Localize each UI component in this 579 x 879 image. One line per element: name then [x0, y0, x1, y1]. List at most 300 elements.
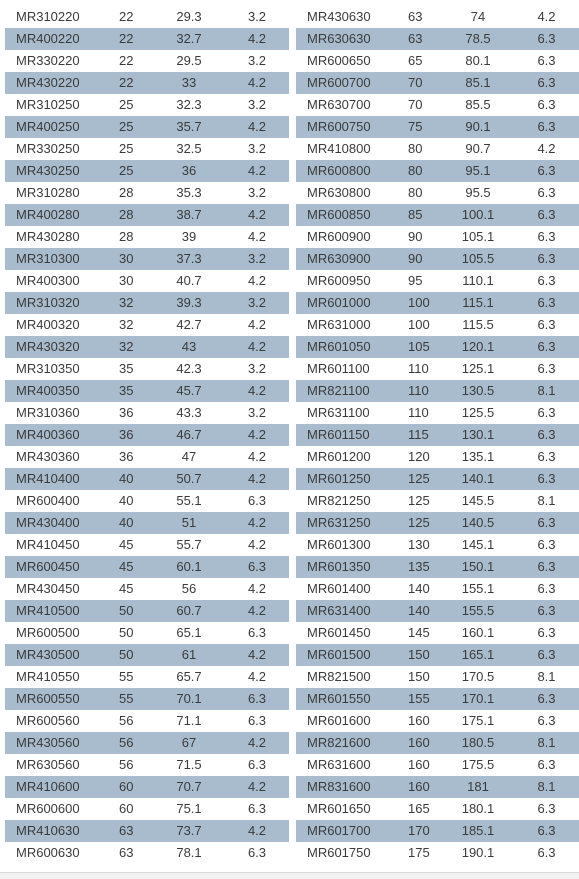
outer-cell: 115.1	[442, 292, 514, 314]
thickness-cell: 3.2	[225, 292, 289, 314]
thickness-cell: 6.3	[537, 185, 556, 200]
table-row	[5, 490, 289, 512]
thickness-cell: 4.2	[247, 273, 267, 288]
size-cell: 70	[390, 72, 442, 94]
table-row	[296, 490, 579, 512]
size-cell: 140	[390, 600, 442, 622]
thickness-cell: 6.3	[514, 336, 579, 358]
thickness-cell: 6.3	[514, 820, 579, 842]
model-cell: MR400300	[16, 273, 80, 288]
outer-cell: 33	[153, 72, 225, 94]
model-cell: MR601400	[307, 581, 371, 596]
size-cell: 145	[408, 625, 430, 640]
table-row	[5, 578, 289, 600]
model-cell: MR600950	[307, 273, 371, 288]
size-cell: 60	[119, 801, 134, 816]
left-table-body	[5, 6, 289, 864]
thickness-cell: 8.1	[537, 669, 556, 684]
size-cell: 140	[408, 581, 430, 596]
thickness-cell: 3.2	[247, 53, 267, 68]
table-row	[296, 688, 579, 710]
outer-cell: 78.1	[176, 845, 202, 860]
size-cell: 32	[119, 317, 134, 332]
table-row	[5, 754, 289, 776]
size-cell: 63	[119, 845, 134, 860]
model-cell: MR410550	[16, 669, 80, 684]
size-cell: 22	[119, 53, 134, 68]
thickness-cell: 6.3	[537, 53, 556, 68]
thickness-cell: 6.3	[537, 845, 556, 860]
thickness-cell: 3.2	[247, 361, 267, 376]
outer-cell: 175.5	[461, 757, 495, 772]
thickness-cell: 6.3	[537, 317, 556, 332]
size-cell: 120	[408, 449, 430, 464]
outer-cell: 56	[181, 581, 197, 596]
size-cell: 40	[101, 512, 153, 534]
size-cell: 30	[101, 248, 153, 270]
size-cell: 40	[101, 468, 153, 490]
model-cell: MR430630	[307, 9, 371, 24]
table-row	[5, 358, 289, 380]
thickness-cell: 6.3	[537, 625, 556, 640]
model-cell: MR631600	[307, 757, 371, 772]
table-row	[296, 50, 579, 72]
thickness-cell: 4.2	[247, 669, 267, 684]
size-cell: 63	[390, 28, 442, 50]
size-cell: 125	[390, 468, 442, 490]
outer-cell: 95.5	[465, 185, 491, 200]
size-cell: 45	[119, 537, 134, 552]
thickness-cell: 4.2	[247, 449, 267, 464]
outer-cell: 71.5	[176, 757, 202, 772]
model-cell: MR430250	[5, 160, 101, 182]
table-row	[296, 468, 579, 490]
model-cell: MR400360	[5, 424, 101, 446]
thickness-cell: 4.2	[247, 317, 267, 332]
thickness-cell: 6.3	[225, 688, 289, 710]
model-cell: MR601300	[307, 537, 371, 552]
table-row	[296, 732, 579, 754]
model-cell: MR631400	[296, 600, 390, 622]
size-cell: 45	[119, 581, 134, 596]
model-cell: MR410630	[5, 820, 101, 842]
outer-cell: 35.7	[153, 116, 225, 138]
size-cell: 25	[101, 160, 153, 182]
table-row	[296, 820, 579, 842]
model-cell: MR430280	[16, 229, 80, 244]
thickness-cell: 4.2	[537, 9, 556, 24]
table-row	[296, 402, 579, 424]
size-cell: 50	[119, 625, 134, 640]
thickness-cell: 4.2	[247, 581, 267, 596]
table-row	[296, 358, 579, 380]
table-row	[5, 600, 289, 622]
size-cell: 95	[408, 273, 423, 288]
outer-cell: 71.1	[176, 713, 202, 728]
model-cell: MR601600	[307, 713, 371, 728]
thickness-cell: 4.2	[225, 72, 289, 94]
thickness-cell: 6.3	[514, 72, 579, 94]
model-cell: MR330220	[16, 53, 80, 68]
thickness-cell: 4.2	[225, 468, 289, 490]
outer-cell: 55.1	[176, 493, 202, 508]
table-row	[5, 336, 289, 358]
table-row	[296, 710, 579, 732]
model-cell: MR400280	[5, 204, 101, 226]
model-cell: MR631000	[307, 317, 371, 332]
table-row	[296, 754, 579, 776]
size-cell: 70	[408, 97, 423, 112]
outer-cell: 38.7	[153, 204, 225, 226]
outer-cell: 43.3	[176, 405, 202, 420]
table-row	[5, 556, 289, 578]
size-cell: 60	[101, 776, 153, 798]
thickness-cell: 4.2	[247, 229, 267, 244]
size-cell: 28	[119, 229, 134, 244]
outer-cell: 29.3	[176, 9, 202, 24]
table-row	[296, 424, 579, 446]
size-cell: 36	[101, 424, 153, 446]
outer-cell: 130.1	[442, 424, 514, 446]
outer-cell: 140.1	[442, 468, 514, 490]
table-row	[5, 314, 289, 336]
thickness-cell: 6.3	[247, 625, 267, 640]
outer-cell: 181	[442, 776, 514, 798]
outer-cell: 90.7	[465, 141, 491, 156]
size-cell: 170	[390, 820, 442, 842]
table-row	[5, 688, 289, 710]
model-cell: MR430220	[5, 72, 101, 94]
size-cell: 100	[408, 317, 430, 332]
table-row	[296, 270, 579, 292]
size-cell: 35	[101, 380, 153, 402]
table-row	[296, 72, 579, 94]
table-row	[5, 94, 289, 116]
table-row	[296, 314, 579, 336]
size-cell: 65	[408, 53, 423, 68]
table-row	[5, 50, 289, 72]
size-cell: 22	[101, 28, 153, 50]
size-cell: 32	[101, 292, 153, 314]
outer-cell: 60.1	[153, 556, 225, 578]
table-row	[5, 116, 289, 138]
model-cell: MR430500	[5, 644, 101, 666]
outer-cell: 160.1	[461, 625, 495, 640]
outer-cell: 90.1	[442, 116, 514, 138]
size-cell: 50	[101, 644, 153, 666]
size-cell: 22	[101, 72, 153, 94]
right-spec-table	[296, 6, 579, 864]
size-cell: 90	[408, 229, 423, 244]
table-row	[296, 116, 579, 138]
model-cell: MR600900	[307, 229, 371, 244]
size-cell: 55	[101, 688, 153, 710]
outer-cell: 115.5	[462, 317, 494, 332]
size-cell: 155	[390, 688, 442, 710]
outer-cell: 75.1	[176, 801, 202, 816]
outer-cell: 47	[181, 449, 197, 464]
table-row	[5, 644, 289, 666]
table-row	[296, 446, 579, 468]
table-row	[296, 204, 579, 226]
thickness-cell: 6.3	[514, 292, 579, 314]
size-cell: 150	[390, 644, 442, 666]
table-row	[5, 160, 289, 182]
table-row	[296, 776, 579, 798]
size-cell: 160	[408, 713, 430, 728]
outer-cell: 60.7	[153, 600, 225, 622]
model-cell: MR310300	[5, 248, 101, 270]
size-cell: 36	[119, 405, 134, 420]
table-row	[5, 182, 289, 204]
table-row	[5, 270, 289, 292]
model-cell: MR310320	[5, 292, 101, 314]
outer-cell: 165.1	[442, 644, 514, 666]
model-cell: MR430320	[5, 336, 101, 358]
table-row	[296, 666, 579, 688]
table-row	[5, 732, 289, 754]
outer-cell: 39.3	[153, 292, 225, 314]
table-row	[5, 512, 289, 534]
model-cell: MR630630	[296, 28, 390, 50]
size-cell: 63	[408, 9, 423, 24]
size-cell: 25	[101, 116, 153, 138]
outer-cell: 170.1	[442, 688, 514, 710]
table-row	[5, 292, 289, 314]
table-row	[5, 138, 289, 160]
size-cell: 36	[119, 449, 134, 464]
model-cell: MR600750	[296, 116, 390, 138]
table-row	[296, 600, 579, 622]
size-cell: 28	[101, 204, 153, 226]
outer-cell: 61	[153, 644, 225, 666]
table-row	[5, 534, 289, 556]
size-cell: 160	[390, 732, 442, 754]
outer-cell: 175.1	[461, 713, 495, 728]
thickness-cell: 6.3	[514, 204, 579, 226]
thickness-cell: 4.2	[225, 424, 289, 446]
table-row	[296, 248, 579, 270]
size-cell: 22	[119, 9, 134, 24]
size-cell: 150	[408, 669, 430, 684]
table-row	[5, 402, 289, 424]
size-cell: 25	[119, 141, 134, 156]
outer-cell: 43	[153, 336, 225, 358]
thickness-cell: 6.3	[247, 493, 267, 508]
table-row	[5, 468, 289, 490]
outer-cell: 29.5	[176, 53, 202, 68]
thickness-cell: 6.3	[537, 273, 556, 288]
table-row	[5, 424, 289, 446]
size-cell: 55	[119, 669, 134, 684]
outer-cell: 190.1	[461, 845, 495, 860]
thickness-cell: 3.2	[247, 9, 267, 24]
table-row	[5, 666, 289, 688]
thickness-cell: 6.3	[514, 512, 579, 534]
table-row	[5, 446, 289, 468]
table-row	[5, 842, 289, 864]
model-cell: MR310220	[16, 9, 80, 24]
thickness-cell: 6.3	[247, 801, 267, 816]
size-cell: 50	[101, 600, 153, 622]
thickness-cell: 4.2	[225, 116, 289, 138]
model-cell: MR631250	[296, 512, 390, 534]
outer-cell: 73.7	[153, 820, 225, 842]
thickness-cell: 8.1	[514, 732, 579, 754]
thickness-cell: 4.2	[225, 204, 289, 226]
outer-cell: 67	[153, 732, 225, 754]
size-cell: 45	[101, 556, 153, 578]
model-cell: MR600450	[5, 556, 101, 578]
model-cell: MR600400	[16, 493, 80, 508]
model-cell: MR600650	[307, 53, 371, 68]
model-cell: MR821250	[307, 493, 371, 508]
outer-cell: 42.7	[176, 317, 202, 332]
thickness-cell: 6.3	[514, 600, 579, 622]
model-cell: MR821500	[307, 669, 371, 684]
size-cell: 40	[119, 493, 134, 508]
model-cell: MR630700	[307, 97, 371, 112]
thickness-cell: 4.2	[225, 512, 289, 534]
table-row	[296, 226, 579, 248]
outer-cell: 37.3	[153, 248, 225, 270]
table-row	[296, 336, 579, 358]
outer-cell: 125.1	[461, 361, 495, 376]
thickness-cell: 6.3	[537, 581, 556, 596]
outer-cell: 110.1	[462, 273, 494, 288]
thickness-cell: 6.3	[514, 688, 579, 710]
size-cell: 110	[390, 380, 442, 402]
outer-cell: 145.5	[461, 493, 495, 508]
thickness-cell: 8.1	[537, 493, 556, 508]
thickness-cell: 6.3	[514, 424, 579, 446]
size-cell: 32	[101, 336, 153, 358]
thickness-cell: 4.2	[247, 537, 267, 552]
outer-cell: 180.1	[461, 801, 495, 816]
model-cell: MR400320	[16, 317, 80, 332]
table-row	[296, 578, 579, 600]
size-cell: 160	[390, 776, 442, 798]
model-cell: MR310360	[16, 405, 80, 420]
model-cell: MR600630	[16, 845, 80, 860]
outer-cell: 100.1	[442, 204, 514, 226]
thickness-cell: 3.2	[247, 185, 267, 200]
size-cell: 25	[119, 97, 134, 112]
thickness-cell: 6.3	[537, 97, 556, 112]
outer-cell: 39	[181, 229, 197, 244]
model-cell: MR400350	[5, 380, 101, 402]
thickness-cell: 4.2	[225, 644, 289, 666]
size-cell: 100	[390, 292, 442, 314]
model-cell: MR600850	[296, 204, 390, 226]
table-row	[5, 248, 289, 270]
thickness-cell: 6.3	[225, 556, 289, 578]
size-cell: 75	[390, 116, 442, 138]
model-cell: MR400220	[5, 28, 101, 50]
table-row	[5, 72, 289, 94]
thickness-cell: 6.3	[514, 644, 579, 666]
table-row	[5, 820, 289, 842]
thickness-cell: 3.2	[247, 97, 267, 112]
table-row	[296, 380, 579, 402]
model-cell: MR310350	[16, 361, 80, 376]
size-cell: 56	[119, 713, 134, 728]
outer-cell: 140.5	[442, 512, 514, 534]
size-cell: 160	[408, 757, 430, 772]
table-row	[5, 380, 289, 402]
thickness-cell: 3.2	[225, 248, 289, 270]
table-row	[296, 182, 579, 204]
outer-cell: 40.7	[176, 273, 202, 288]
table-row	[296, 842, 579, 864]
thickness-cell: 6.3	[514, 28, 579, 50]
outer-cell: 95.1	[442, 160, 514, 182]
table-row	[296, 292, 579, 314]
model-cell: MR601700	[296, 820, 390, 842]
size-cell: 56	[119, 757, 134, 772]
table-row	[296, 534, 579, 556]
model-cell: MR600500	[16, 625, 80, 640]
outer-cell: 45.7	[153, 380, 225, 402]
size-cell: 115	[390, 424, 442, 446]
model-cell: MR410500	[5, 600, 101, 622]
outer-cell: 150.1	[442, 556, 514, 578]
size-cell: 110	[408, 361, 429, 376]
model-cell: MR831600	[296, 776, 390, 798]
table-row	[5, 622, 289, 644]
thickness-cell: 8.1	[514, 776, 579, 798]
thickness-cell: 6.3	[537, 449, 556, 464]
table-row	[5, 204, 289, 226]
model-cell: MR601150	[296, 424, 390, 446]
outer-cell: 65.7	[176, 669, 202, 684]
model-cell: MR601500	[296, 644, 390, 666]
outer-cell: 145.1	[461, 537, 495, 552]
size-cell: 30	[119, 273, 134, 288]
model-cell: MR601750	[307, 845, 371, 860]
size-cell: 105	[390, 336, 442, 358]
size-cell: 110	[408, 405, 429, 420]
outer-cell: 50.7	[153, 468, 225, 490]
model-cell: MR410450	[16, 537, 80, 552]
model-cell: MR410600	[5, 776, 101, 798]
model-cell: MR630560	[16, 757, 80, 772]
outer-cell: 42.3	[176, 361, 202, 376]
thickness-cell: 6.3	[514, 468, 579, 490]
table-row	[5, 710, 289, 732]
outer-cell: 46.7	[153, 424, 225, 446]
model-cell: MR600700	[296, 72, 390, 94]
left-spec-table	[5, 6, 289, 864]
table-row	[5, 28, 289, 50]
model-cell: MR430450	[16, 581, 80, 596]
model-cell: MR430360	[16, 449, 80, 464]
outer-cell: 155.5	[442, 600, 514, 622]
thickness-cell: 4.2	[225, 28, 289, 50]
outer-cell: 120.1	[442, 336, 514, 358]
size-cell: 80	[390, 160, 442, 182]
model-cell: MR330250	[16, 141, 80, 156]
thickness-cell: 6.3	[537, 361, 556, 376]
outer-cell: 135.1	[461, 449, 495, 464]
size-cell: 90	[390, 248, 442, 270]
size-cell: 125	[390, 512, 442, 534]
size-cell: 80	[408, 185, 423, 200]
model-cell: MR600600	[16, 801, 80, 816]
thickness-cell: 4.2	[225, 380, 289, 402]
model-cell: MR601250	[296, 468, 390, 490]
size-cell: 56	[101, 732, 153, 754]
